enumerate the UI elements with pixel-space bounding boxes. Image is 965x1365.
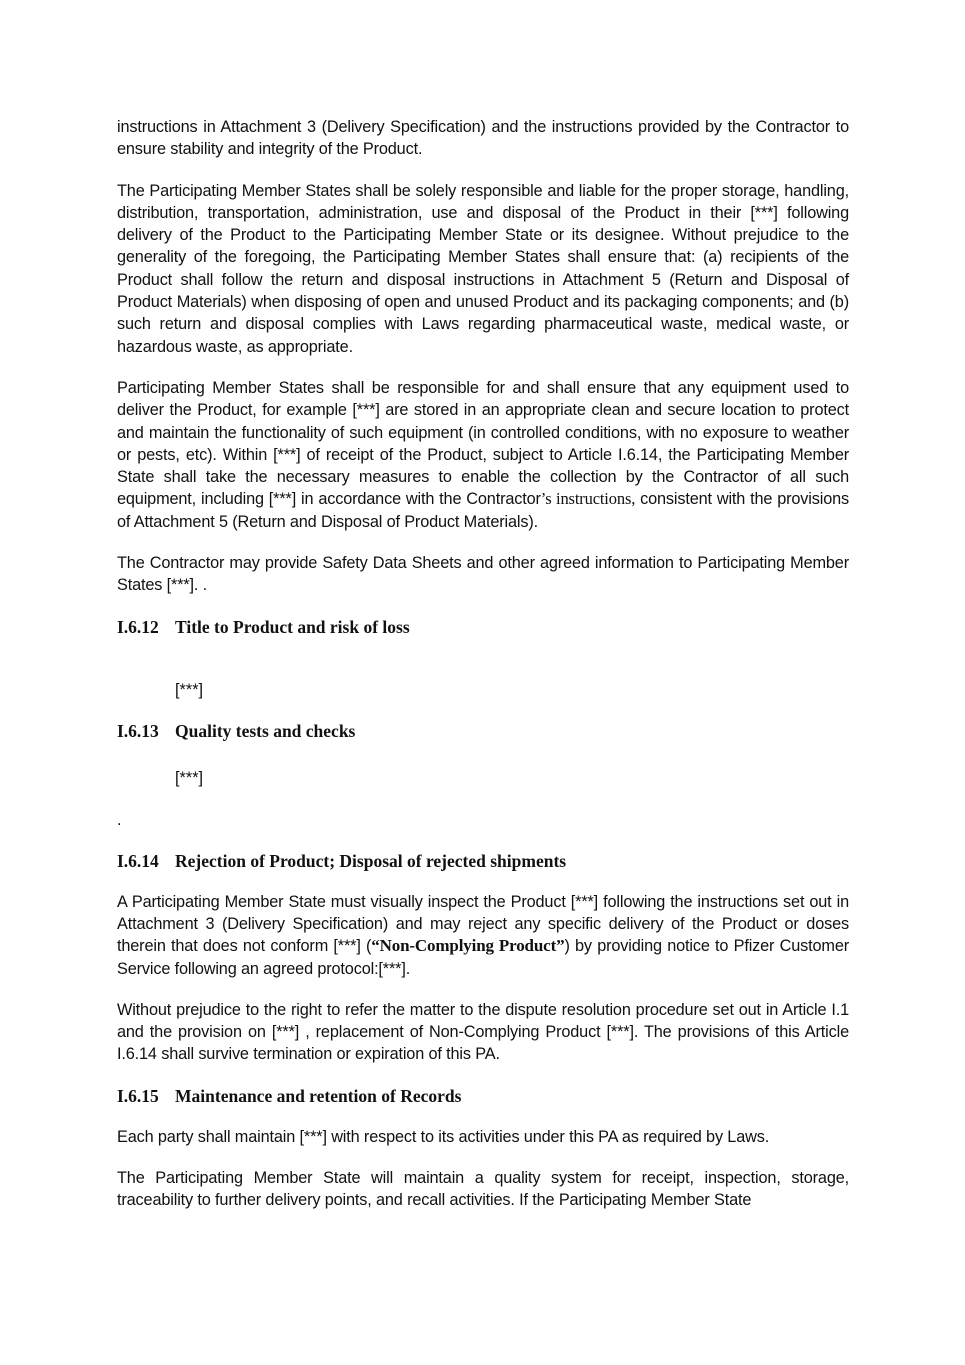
section-number: I.6.15	[117, 1085, 159, 1106]
paragraph-replacement: Without prejudice to the right to refer the matter to the dispute resolution procedure set out in Article I.1 and the provision on [***] , replacement of Non-Complying Product [***]. The provisions of this Article I.6.14 shall survive termination or expiration of this PA.	[117, 1000, 849, 1064]
paragraph-equipment-text-a: Participating Member States shall be responsible for and shall ensure that any equipment used to deliver the Product, for example [***] are stored in an appropriate clean and secure location to protect and maintain the functionality of such equipment (in controlled conditions, with no exposure to weather or pests, etc). Within [***] of receipt of the Product, subject to Article I.6.14, the Participating Member State shall take the necessary measures to enable the collection by the Contractor of all such equipment, including [***] in accordance with the Contractor	[117, 378, 849, 509]
section-heading-title-to-product	[117, 616, 849, 638]
stray-period: .	[117, 810, 122, 829]
section-heading-rejection-of-product	[117, 850, 849, 872]
section-number: I.6.12	[117, 616, 159, 637]
section-title: Rejection of Product; Disposal of rejected shipments	[175, 850, 567, 871]
paragraph-quality-system: The Participating Member State will maintain a quality system for receipt, inspection, storage, traceability to further delivery points, and recall activities. If the Participating Member State	[117, 1169, 849, 1210]
paragraph-visual-inspection	[117, 891, 849, 980]
redacted-text: [***]	[175, 680, 204, 699]
defined-term-non-complying-product: “Non-Complying Product”	[371, 936, 565, 956]
paragraph-inspection-text-c: ) by providing notice to Pfizer Customer Service following an agreed protocol:[***].	[117, 937, 849, 978]
section-title: Maintenance and retention of Records	[175, 1085, 462, 1106]
paragraph-safety-data-sheets: The Contractor may provide Safety Data Sheets and other agreed information to Participating Member States [***]. .	[117, 554, 849, 595]
section-number: I.6.13	[117, 720, 159, 741]
paragraph-equipment-text-b: ’s instructions,	[540, 489, 636, 509]
section-title: Quality tests and checks	[175, 720, 356, 741]
paragraph-equipment-responsibility	[117, 377, 849, 533]
paragraph-storage-responsibility: The Participating Member States shall be solely responsible and liable for the proper storage, handling, distribution, transportation, administration, use and disposal of the Product in their [***] following delivery of the Product to the Participating Member State or its designee. Without prejudice to the generality of the foregoing, the Participating Member States shall ensure that: (a) recipients of the Product shall follow the return and disposal instructions in Attachment 5 (Return and Disposal of Product Materials) when disposing of open and unused Product and its packaging components; and (b) such return and disposal complies with Laws regarding pharmaceutical waste, medical waste, or hazardous waste, as appropriate.	[117, 181, 849, 356]
redacted-text: [***]	[175, 768, 204, 787]
section-number: I.6.14	[117, 850, 159, 871]
paragraph-delivery-instructions: instructions in Attachment 3 (Delivery Specification) and the instructions provided by the Contractor to ensure stability and integrity of the Product.	[117, 118, 849, 159]
paragraph-inspection-text-a: A Participating Member State must visually inspect the Product [***] following the instructions set out in Attachment 3 (Delivery Specification) and may reject any specific delivery of the Product or doses therein that does not conform [***] (	[117, 892, 849, 956]
section-title: Title to Product and risk of loss	[175, 616, 410, 637]
section-heading-quality-tests	[117, 720, 849, 742]
section-heading-records	[117, 1085, 849, 1107]
paragraph-equipment-text-c: consistent with the provisions of Attachment 5 (Return and Disposal of Product Materials).	[117, 490, 850, 531]
document-page	[117, 116, 849, 1212]
paragraph-records-maintenance: Each party shall maintain [***] with respect to its activities under this PA as required by Laws.	[117, 1127, 770, 1146]
